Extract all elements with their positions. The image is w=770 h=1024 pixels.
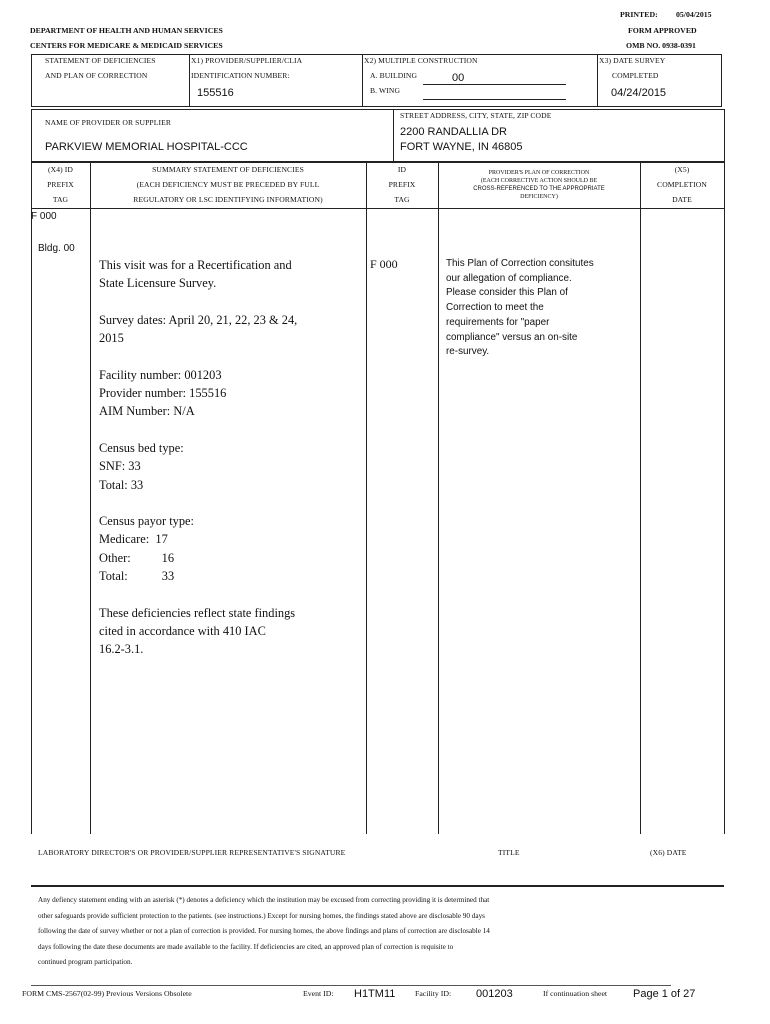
top-box-right (721, 54, 722, 107)
summary-line: These deficiencies reflect state findings (99, 605, 296, 620)
column-divider (438, 162, 439, 834)
summary-line: AIM Number: N/A (99, 404, 195, 419)
completed-label: COMPLETED (612, 71, 659, 80)
summary-line: 16.2-3.1. (99, 642, 144, 657)
building-tag: Bldg. 00 (38, 243, 75, 254)
signature-label: LABORATORY DIRECTOR'S OR PROVIDER/SUPPLIER REPRESENTATIVE'S SIGNATURE (38, 848, 346, 857)
form-number: FORM CMS-2567(02-99) Previous Versions Obsolete (22, 989, 192, 998)
wing-label: B. WING (370, 86, 401, 95)
poc-line: re-survey. (446, 346, 490, 358)
divider (362, 54, 363, 107)
provider-name: PARKVIEW MEMORIAL HOSPITAL-CCC (45, 141, 248, 153)
table-right (724, 162, 725, 834)
summary-line: This visit was for a Recertification and (99, 258, 292, 272)
summary-line: Provider number: 155516 (99, 386, 227, 401)
x1-label: X1) PROVIDER/SUPPLIER/CLIA (191, 56, 303, 65)
poc-line: Correction to meet the (446, 302, 544, 314)
summary-paragraph (99, 439, 369, 494)
printed-label: PRINTED: (620, 10, 658, 19)
id-tag: TAG (394, 195, 410, 204)
page-number: Page 1 of 27 (633, 988, 696, 1000)
summary-line: Total: 33 (99, 569, 175, 584)
x2-label: X2) MULTIPLE CONSTRUCTION (364, 56, 478, 65)
summary-line: State Licensure Survey. (99, 276, 217, 291)
summary-paragraph (99, 256, 369, 293)
provider-name-label: NAME OF PROVIDER OR SUPPLIER (45, 118, 172, 127)
table-header-bottom (31, 208, 724, 209)
summary-header: SUMMARY STATEMENT OF DEFICIENCIES (152, 165, 304, 174)
form-approved: FORM APPROVED (628, 26, 697, 35)
event-id-label: Event ID: (303, 989, 334, 998)
x1-id-label: IDENTIFICATION NUMBER: (191, 71, 290, 80)
summary-line: Census bed type: (99, 440, 184, 455)
tag-left: F 000 (31, 211, 57, 222)
summary-paragraph (99, 311, 369, 348)
address-line-2: FORT WAYNE, IN 46805 (400, 141, 523, 153)
disclaimer-line: days following the date these documents are made available to the facility. If deficiencies are cited, an approved plan of correction is requisite to (38, 942, 454, 951)
summary-statement (99, 256, 369, 677)
provider-box-left (31, 109, 32, 162)
provider-number: 155516 (197, 87, 234, 99)
disclaimer-line: continued program participation. (38, 958, 133, 966)
summary-paragraph (99, 604, 369, 659)
x5-completion: COMPLETION (657, 180, 707, 189)
id-header: ID (397, 165, 407, 174)
column-divider (90, 162, 91, 834)
x5-header: (X5) (674, 165, 690, 174)
summary-line: cited in accordance with 410 IAC (99, 623, 266, 638)
column-divider (640, 162, 641, 834)
divider (189, 54, 190, 107)
x6-date-label: (X6) DATE (650, 848, 687, 857)
summary-line: Medicare: 17 (99, 532, 168, 547)
summary-line: 2015 (99, 331, 124, 346)
survey-date: 04/24/2015 (611, 87, 667, 99)
poc-line: This Plan of Correction consitutes (446, 258, 594, 269)
summary-paragraph (99, 366, 369, 421)
id-prefix: PREFIX (388, 180, 416, 189)
poc-line: requirements for "paper (446, 316, 550, 328)
wing-underline (423, 99, 566, 100)
summary-paragraph (99, 512, 369, 585)
cms-title: CENTERS FOR MEDICARE & MEDICAID SERVICES (30, 41, 223, 50)
disclaimer-line: Any defiency statement ending with an asterisk (*) denotes a deficiency which the institution may be excused from correcting providing it is determined that (38, 896, 490, 904)
summary-line: Other: 16 (99, 550, 175, 565)
address-line-1: 2200 RANDALLIA DR (400, 126, 507, 138)
top-box-border (31, 54, 721, 55)
divider (597, 54, 598, 107)
footer-rule (31, 985, 671, 986)
signature-rule (31, 885, 724, 887)
poc-header: PROVIDER'S PLAN OF CORRECTION (488, 170, 590, 176)
title-label: TITLE (498, 848, 520, 857)
x5-date: DATE (672, 195, 692, 204)
divider (393, 109, 394, 162)
tag-right: F 000 (370, 257, 398, 271)
poc-line: compliance" versus an on-site (446, 331, 578, 343)
building-value: 00 (452, 72, 465, 84)
building-label: A. BUILDING (370, 71, 418, 80)
x4-header: (X4) ID (48, 165, 73, 174)
address-label: STREET ADDRESS, CITY, STATE, ZIP CODE (400, 111, 552, 120)
summary-line: Facility number: 001203 (99, 367, 222, 382)
summary-line: Total: 33 (99, 477, 144, 492)
poc-subheader: (EACH CORRECTIVE ACTION SHOULD BE (480, 178, 598, 184)
facility-id-label: Facility ID: (415, 989, 452, 998)
disclaimer (38, 893, 638, 971)
disclaimer-line: following the date of survey whether or not a plan of correction is provided. For nursing homes, the above findings and plans of correction are disclosable 14 (38, 927, 490, 935)
x4-prefix: PREFIX (47, 180, 74, 189)
summary-line: Survey dates: April 20, 21, 22, 23 & 24, (99, 312, 298, 327)
summary-line: SNF: 33 (99, 459, 141, 474)
event-id: H1TM11 (354, 988, 396, 1000)
summary-subheader: (EACH DEFICIENCY MUST BE PRECEDED BY FULL (136, 180, 320, 189)
provider-box-right (724, 109, 725, 162)
omb-number: OMB NO. 0938-0391 (626, 41, 696, 50)
poc-line: Please consider this Plan of (446, 287, 568, 299)
disclaimer-line: other safeguards provide sufficient protection to the patients. (see instructions.) Except for nursing homes, the findings stated above are disclosable 90 days (38, 911, 485, 920)
facility-id: 001203 (476, 988, 513, 1000)
poc-line: our allegation of compliance. (446, 272, 572, 284)
provider-box-top (31, 109, 724, 110)
building-underline (423, 84, 566, 85)
table-top (31, 162, 724, 163)
summary-subheader: REGULATORY OR LSC IDENTIFYING INFORMATION) (133, 195, 323, 204)
plan-of-correction (446, 257, 638, 360)
x3-label: X3) DATE SURVEY (599, 56, 666, 65)
x4-tag: TAG (52, 195, 69, 204)
statement-label: STATEMENT OF DEFICIENCIES (45, 56, 156, 65)
department-title: DEPARTMENT OF HEALTH AND HUMAN SERVICES (30, 26, 223, 35)
poc-subheader: DEFICIENCY) (520, 194, 558, 200)
plan-label: AND PLAN OF CORRECTION (45, 71, 148, 80)
top-box-left (31, 54, 32, 107)
poc-subheader: CROSS-REFERENCED TO THE APPROPRIATE (473, 186, 605, 192)
summary-line: Census payor type: (99, 514, 194, 529)
top-box-bottom (31, 106, 721, 107)
table-left (31, 162, 32, 834)
continuation-label: If continuation sheet (543, 989, 608, 998)
printed-date: 05/04/2015 (676, 10, 712, 19)
